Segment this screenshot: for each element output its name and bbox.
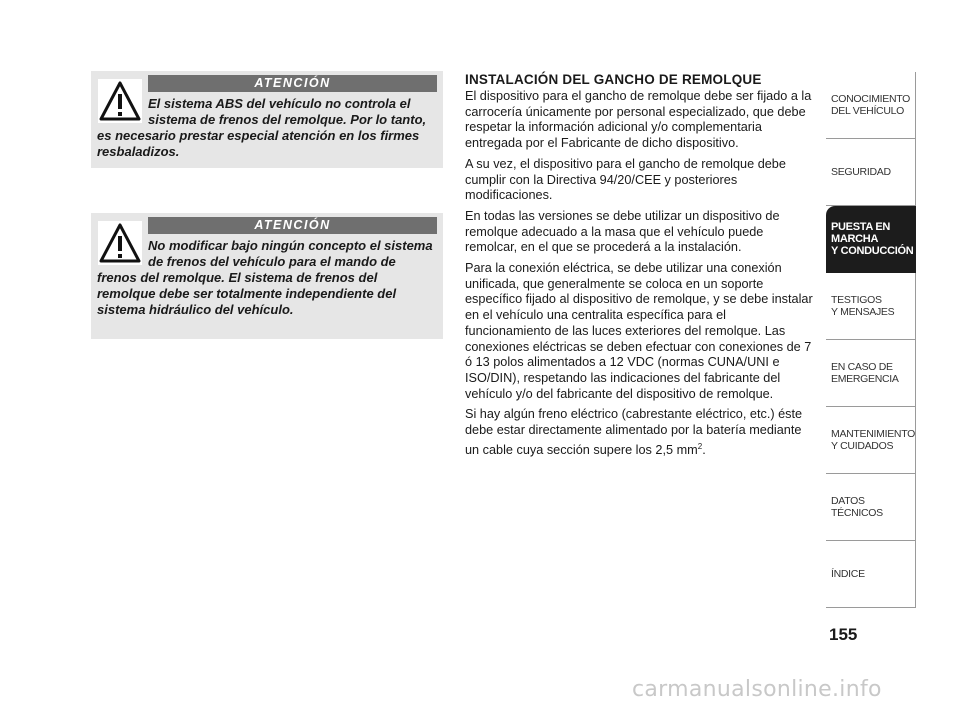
tab-label: EN CASO DE EMERGENCIA [831,361,899,385]
warning-text: El sistema ABS del vehículo no controla el sistema de frenos del remolque. Por lo tanto, es necesario prestar especial atención en los firmes resbaladizos. [97,96,427,159]
warning-box-abs [91,71,443,168]
warning-title: ATENCIÓN [148,217,437,234]
tab-seguridad[interactable] [826,139,916,206]
tab-label: DATOS TÉCNICOS [831,495,883,519]
watermark: carmanualsonline.info [632,677,882,702]
tab-label: SEGURIDAD [831,166,891,178]
tab-datos-tecnicos[interactable] [826,474,916,541]
tab-testigos[interactable] [826,273,916,340]
paragraph-end: . [702,443,706,457]
paragraph: A su vez, el dispositivo para el gancho de remolque debe cumplir con la Directiva 94/20/CEE y posteriores modificaciones. [465,156,786,203]
warning-title: ATENCIÓN [148,75,437,92]
paragraph: El dispositivo para el gancho de remolque debe ser fijado a la carrocería únicamente por personal especializado, que debe respetar la información adicional y/o complementaria entregada por el Fabricante de dicho dispositivo. [465,89,812,151]
tab-label: ÍNDICE [831,568,865,580]
paragraph: En todas las versiones se debe utilizar un dispositivo de remolque adecuado a la masa que el vehículo puede remolcar, en el que se procederá a la instalación. [465,208,780,255]
paragraph: Para la conexión eléctrica, se debe utilizar una conexión unificada, que generalmente se coloca en un soporte específico fijado al dispositivo de remolque, y se debe instalar en el vehículo una centralita específica para el funcionamiento de las luces exteriores del remolque. Las conexiones eléctricas se deben efectuar con conexiones de 7 ó 13 polos alimentados a 12 VDC (normas CUNA/UNI e ISO/DIN), respetando las indicaciones del fabricante del vehículo y/o del fabricante del dispositivo de remolque. [465,261,813,401]
tab-label: MANTENIMIENTO Y CUIDADOS [831,428,915,452]
tab-emergencia[interactable] [826,340,916,407]
superscript: 2 [697,441,703,451]
chapter-tabs [826,72,916,608]
warning-text: No modificar bajo ningún concepto el sistema de frenos del vehículo para el mando de frenos del remolque. El sistema de frenos del remolque debe ser totalmente independiente del sistema hidráulico del vehículo. [97,238,433,317]
tab-label: TESTIGOS Y MENSAJES [831,294,895,318]
tab-indice[interactable] [826,541,916,608]
paragraph-text: Si hay algún freno eléctrico (cabrestante eléctrico, etc.) éste debe estar directamente alimentado por la batería mediante un cable cuya sección supere los 2,5 mm [465,407,803,457]
section-title: INSTALACIÓN DEL GANCHO DE REMOLQUE [465,72,762,87]
main-content [465,72,815,464]
tab-label: PUESTA EN MARCHA Y CONDUCCIÓN [831,221,914,257]
tab-conocimiento[interactable] [826,72,916,139]
paragraph-last [465,407,815,458]
tab-label: CONOCIMIENTO DEL VEHÍCULO [831,93,911,117]
warning-box-brakes [91,213,443,339]
tab-puesta-en-marcha[interactable] [826,206,916,273]
page-number: 155 [829,625,858,644]
tab-mantenimiento[interactable] [826,407,916,474]
